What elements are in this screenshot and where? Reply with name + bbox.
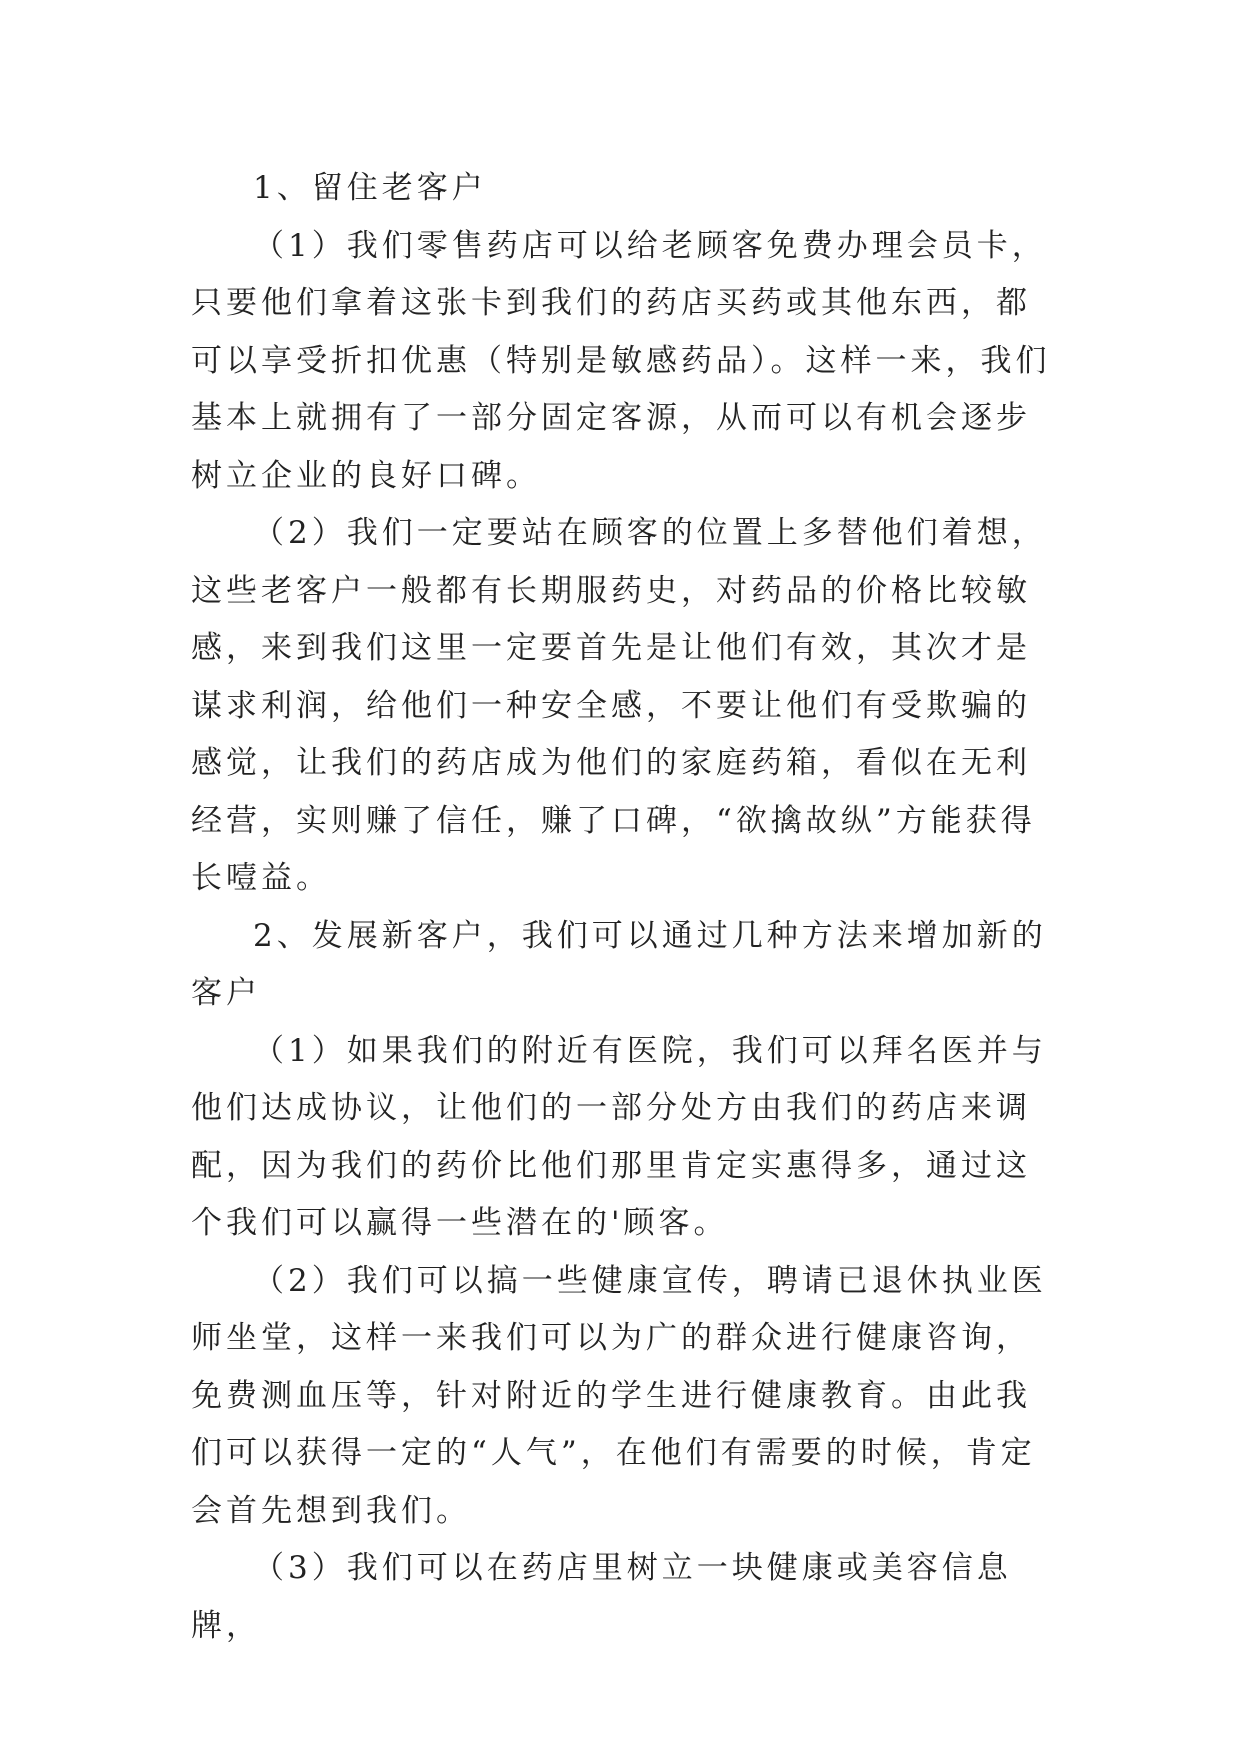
heading-develop-new-customers: 2、发展新客户，我们可以通过几种方法来增加新的客户 [191,917,1047,1011]
paragraph-info-board: （3）我们可以在药店里树立一块健康或美容信息牌， [191,1550,1012,1644]
paragraph-hospital-agreement: （1）如果我们的附近有医院，我们可以拜名医并与他们达成协议，让他们的一部分处方由我们的药店来调配，因为我们的药价比他们那里肯定实惠得多，通过这个我们可以赢得一些潜在的'顾客。 [191,1032,1047,1241]
paragraph-health-promotion: （2）我们可以搞一些健康宣传，聘请已退休执业医师坐堂，这样一来我们可以为广的群众进行健康咨询，免费测血压等，针对附近的学生进行健康教育。由此我们可以获得一定的“人气”，在他们有需要的时候，肯定会首先想到我们。 [191,1262,1047,1529]
paragraph-membership-card: （1）我们零售药店可以给老顾客免费办理会员卡，只要他们拿着这张卡到我们的药店买药或其他东西，都可以享受折扣优惠（特别是敏感药品）。这样一来，我们基本上就拥有了一部分固定客源，从而可以有机会逐步树立企业的良好口碑。 [191,227,1051,494]
paragraph-customer-perspective: （2）我们一定要站在顾客的位置上多替他们着想，这些老客户一般都有长期服药史，对药品的价格比较敏感，来到我们这里一定要首先是让他们有效，其次才是谋求利润，给他们一种安全感，不要让他们有受欺骗的感觉，让我们的药店成为他们的家庭药箱，看似在无利经营，实则赚了信任，赚了口碑，“欲擒故纵”方能获得长噎益。 [191,515,1047,896]
document-body [191,160,1055,1655]
heading-retain-old-customers: 1、留住老客户 [253,170,487,206]
